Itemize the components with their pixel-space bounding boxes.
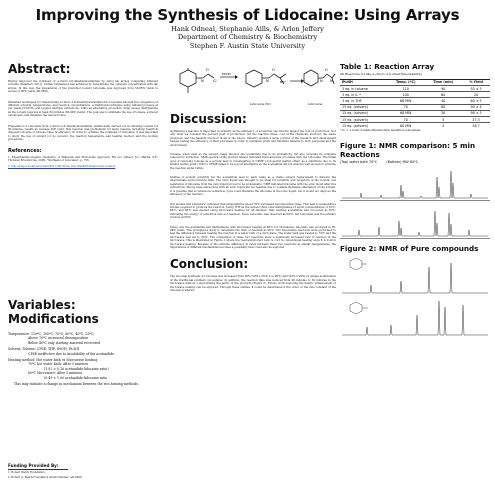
table-cell: 15 eq. (solvent) <box>340 116 387 122</box>
table-heading: Table 1: Reaction Array <box>340 62 435 71</box>
table-cell: 56.7 <box>462 123 490 129</box>
figure-2-heading: Figure 2: NMR of Pure compounds <box>340 244 479 254</box>
table-header-cell: Time (min) <box>424 79 462 85</box>
variables-heading: Variables: Modifications <box>8 297 99 326</box>
heating-water-bath-ratio: (1.92 ± 0.16 acetanilide:lidocaine ratio) <box>44 366 109 371</box>
pure-acetanilide-spectrum <box>342 258 488 293</box>
abstract-heading: Abstract: <box>8 62 71 76</box>
acetanilide-structure <box>170 68 218 100</box>
table-cell: 15 eq. (solvent) <box>340 110 387 116</box>
discussion-paragraph-3: Studies of solvent solubility for the acetanilide lead to tests using as a viable solvent replacement to dissolve the intermediate hydrochloride salts. The ionic liquid was thought to be ideal for solubility and recapture of the solvent, but separation of lidocaine from the ionic liquid proved to be problematic. NMR indicated lidocaine with the ionic liquid after five extractions. Strong base extractions with an ionic liquid are not feasible due to possible Hofmann elimination of the solvent. It is possible that a continuous extraction cycle could minimize the lidocaine in the ionic liquid, but it would not improve the efficiency of the reaction. <box>170 176 336 197</box>
table-cell: 15 eq. (solvent) <box>340 123 387 129</box>
table-cell: 40 <box>424 98 462 104</box>
discussion-paragraph-2: Toluene, when used as the solvent, helps dissolve the acetanilide due to its aromaticity, but also prevents its complete removal by extraction. NMR spectra of the product always indicated trace amounts of toluene with the Lidocaine. The initial goal of removing toluene as a solvent lead to investigating of CPME (cyclopentyl methyl ether) as a substitute due to its similar boiling point (106ºC). CPME failed to be a good alternative as the acetanilide did not dissolve well enough to promote the reaction under reflux. <box>170 153 336 170</box>
heating-microwave: 60ºC Microwave: After 5 minutes <box>28 371 83 376</box>
discussion-paragraph-4: Our studies and Literature² indicated that temperatures above 70ºC increased decomposition rates. This lead to temperature studies required to promote the reaction. Using THF as the solvent (3mL) and diethylamine (3 equiv.) temperatures of 55ºC, 60ºC, and 68ºC was studied using microwave heating for 40 minutes. Only starting acetanilide was recovered at 55ºC, indicating the energy of activation was not reached. Trace Lidocaine was observed at 60ºC, but Lidocaine was the primary product at 68ºC. <box>170 202 336 220</box>
funding-box <box>8 463 168 482</box>
table-cell: 55 ± 3 <box>462 85 490 91</box>
heating-water-bath: 70ºC hot water bath: After 5 minutes <box>28 362 89 367</box>
table-cell: 60 <box>424 104 462 110</box>
table-cell: 60 <box>424 92 462 98</box>
solvent-note-1: CP6E ineffective due to insolubility of the acetanilide. <box>28 351 116 356</box>
discussion-paragraph-5: Using only the acetanilide and diethylamine with microwave heating at 68ºC for 30 minutes, lidocaine was produced in 95-99% yields. This prompted a study to determine the ratio of reactant at 40ºC. Two five-minute reactions were performed to test the difference between heating the reaction in a water bath or a microwave. The water bath was heated to 70ºC and the microwave was set to 60ºC. The comparison of these two reactions show a significant increased rate of reaction in the microwave. This is illustrated in Figure 1 where the reactant/product ratio is 1.92 in conventional heating were it is 0.49 in microwave heating. Because of the extreme difference in rates between these two reactions at similar temperatures, the implications of different mechanisms becomes a possibility that could also be explored. <box>170 225 336 249</box>
table-cell: 90 ± 4 <box>462 104 490 110</box>
byline <box>0 25 495 50</box>
table-caption: All Reactions 0.104g α-chloro-2,6-dimethylacetanilide <box>340 72 422 76</box>
lidocaine-hcl-structure <box>240 66 290 100</box>
funding-item-1: 1. Robert Welch Foundation <box>8 471 45 474</box>
figure-1-top-label: (Top) water bath 70ºC <box>340 160 378 165</box>
conclusion-heading: Conclusion: <box>170 257 249 272</box>
abstract-paragraph-3: Preparation of Lidocaine from α-chloro-2,6-dimethylacetanilide, traditionally carried out in refluxing toluene for 90 minutes, results an average 50% yield. This reaction was problematic for many reasons, including: health & disposal concerns of toluene, time, & efficiency. In order to optimize the synthesis of Lidocaine, it was important to study the use of solvent (or no solvent), the reaction temperature and heating method, and the workup procedures. <box>8 124 158 142</box>
middle-column <box>170 62 336 294</box>
table-cell: 3 eq. in IL * <box>340 92 387 98</box>
table-header-cell: Temp. (ºC) <box>387 79 424 85</box>
variable-temperature: Temperature: 110ºC; 100ºC; 70ºC; 60ºC; 40ºC; 55ºC; <box>8 331 95 336</box>
table-cell: 98 ± 3 <box>462 110 490 116</box>
conclusion-paragraph: The two-step synthesis of Lidocaine was increased from 30% (50% x 33%) to a 90% yield (93% x 98%) by simple modification of the traditional synthetic procedures. In addition, the reaction time was reduced from 90 minutes to 30 minutes in the microwave without compromising the purity of the products (Figure 2). Future work exploring the kinetic enhancement of microwave heating can be explored. Through these studies, it could be determined if the order or the rate constant of the rate law is altered. <box>170 275 336 292</box>
svg-text:O: O <box>206 68 209 72</box>
reagent-label: Et₂NH <box>222 72 231 76</box>
left-column <box>8 62 158 386</box>
figure-1-subtitle <box>340 160 490 164</box>
mechanism-note: This may indicate a change in mechanism between the two heating methods. <box>14 381 139 386</box>
abstract-paragraph-1: Having improved the synthesis of α-chloro-2,6-dimethylacetanilide by using lab arrays comparing different solvents (Taladrero 2011), further refinement was achieved by determining the optimum concentration with lab arrays. In this way, the preparation of the precursor toward Lidocaine was improved from 50-66% yields to excess of 90% yields (90-96%). <box>8 80 158 94</box>
reference-1: 1. Experimental Organic Chemistry: A Miniscale and Microscale Approach. 5th ed.; Gilbert, J.C.; Martin, S.F.; Thomson Brooks/Cole, 2009; "Synthesis of Lidocaine", p. 755. <box>8 155 158 163</box>
author-list: Hank Odneal, Stephanie Aills, & Arlen Jeffery <box>171 25 324 33</box>
heating-microwave-ratio: (0.49 ± 1.00 acetanilide:lidocaine ratio <box>44 375 108 380</box>
svg-text:O: O <box>325 68 328 72</box>
table-cell: 27.3 <box>462 116 490 122</box>
svg-text:N: N <box>266 79 269 83</box>
nmr-spectrum-water-bath <box>340 165 490 201</box>
svg-text:N: N <box>201 79 204 83</box>
lidocaine-label: Lidocaine <box>308 102 323 106</box>
table-cell: 70 <box>387 116 424 122</box>
table-cell: 100 <box>387 92 424 98</box>
department-name: Department of Chemistry & Biochemistry <box>177 33 318 42</box>
table-header-cell: % Yield <box>462 79 490 85</box>
reaction-arrow-1 <box>220 74 238 80</box>
table-cell: 68 MW <box>387 110 424 116</box>
table-cell: 110 <box>387 85 424 91</box>
abstract-paragraph-2: Published techniques for transforming α-chloro-2,6-dimethylacetanilide into Lidocaine allowed the comparison of different solvents, temperatures, and reaction concentrations. A traditional technique using refluxing toluene at low yields (53-65%) and require multiple extractions; while an alternative procedure using excess diethylamine as the solvent requires at least 80 minutes (80-90% yields). The goal was to eliminate the use of toluene, a known carcinogen, and minimize the reaction time. <box>8 100 158 118</box>
funding-item-2: 2. Robert A. Welch Foundation Grant Number: AN-0008 <box>8 476 82 480</box>
temperature-note-1: Above 70ºC increased decomposition <box>28 336 89 341</box>
lidocaine-structure <box>302 66 336 100</box>
references-heading: References: <box>8 147 42 154</box>
nmr-pure-compounds <box>340 255 490 337</box>
svg-text:NH⁺: NH⁺ <box>280 80 287 84</box>
svg-text:N: N <box>320 79 323 83</box>
poster-title: Improving the Synthesis of Lidocaine: Using Arrays <box>35 6 460 24</box>
table-cell: 3 eq. in THF <box>340 98 387 104</box>
lidocaine-hcl-label: Lidocaine HCl <box>250 102 271 106</box>
reaction-scheme <box>170 64 336 110</box>
table-header-cell: Et₂NH <box>340 79 387 85</box>
table-cell: 68 MW <box>387 98 424 104</box>
table-footnote: * IL = 1-butyl-3-methylimidazolium hexafluorophosphate <box>340 128 421 133</box>
discussion-paragraph-1: Optimizing a reaction is important in industry as the efficiency of a reaction can directly impact the cost of production. Not only must we consider the percent yield of production, but the reaction times, cost of the chemicals involved, the waste produced, and the hazards involved in all of the above. Industry spends a large portion of the research and development budget testing the efficiency of their processes in order to maximize profit and minimize hazards to both personnel and the environment. <box>170 130 336 147</box>
table-cell: 90 <box>424 85 462 91</box>
table-cell: 70 <box>387 104 424 110</box>
table-cell: 30 <box>424 110 462 116</box>
table-cell: 5 <box>424 116 462 122</box>
table-cell: 60 MW <box>387 123 424 129</box>
nmr-spectrum-microwave <box>340 203 490 239</box>
university-name: Stephen F. Austin State University <box>189 41 306 50</box>
figure-1-bottom-label: (Bottom) MW 60ºC <box>386 160 419 165</box>
variable-solvent: Solvent: Toluene, CP6E; THF, iPrOH, Et₂NH <box>8 347 80 352</box>
svg-text:Cl: Cl <box>213 79 217 83</box>
temperature-note-2: Below 40ºC only starting material recovered <box>28 340 101 345</box>
reference-2-link[interactable]: 2. http://pages.stolaf.edu/chem/2011/36/10/use_lido.htm#89ChemNote/docaine-9 <box>8 164 116 168</box>
variable-heating: Heating method: Hot water bath vs Microwave heating <box>8 357 98 362</box>
pure-lidocaine-spectrum <box>342 301 488 335</box>
table-cell: 3 eq. in toluene <box>340 85 387 91</box>
table-cell: 15 eq. (solvent) <box>340 104 387 110</box>
figure-1-heading: Figure 1: NMR comparison: 5 min Reactions <box>340 141 476 160</box>
reaction-array-table <box>340 79 490 129</box>
table-cell: 20 <box>462 92 490 98</box>
funding-heading: Funding Provided By: <box>8 463 59 468</box>
right-column <box>340 62 490 337</box>
svg-text:N: N <box>330 79 333 83</box>
table-cell: 5 <box>424 123 462 129</box>
discussion-heading: Discussion: <box>170 112 247 126</box>
table-cell: 60 ± 5 <box>462 98 490 104</box>
svg-text:O: O <box>272 68 275 72</box>
